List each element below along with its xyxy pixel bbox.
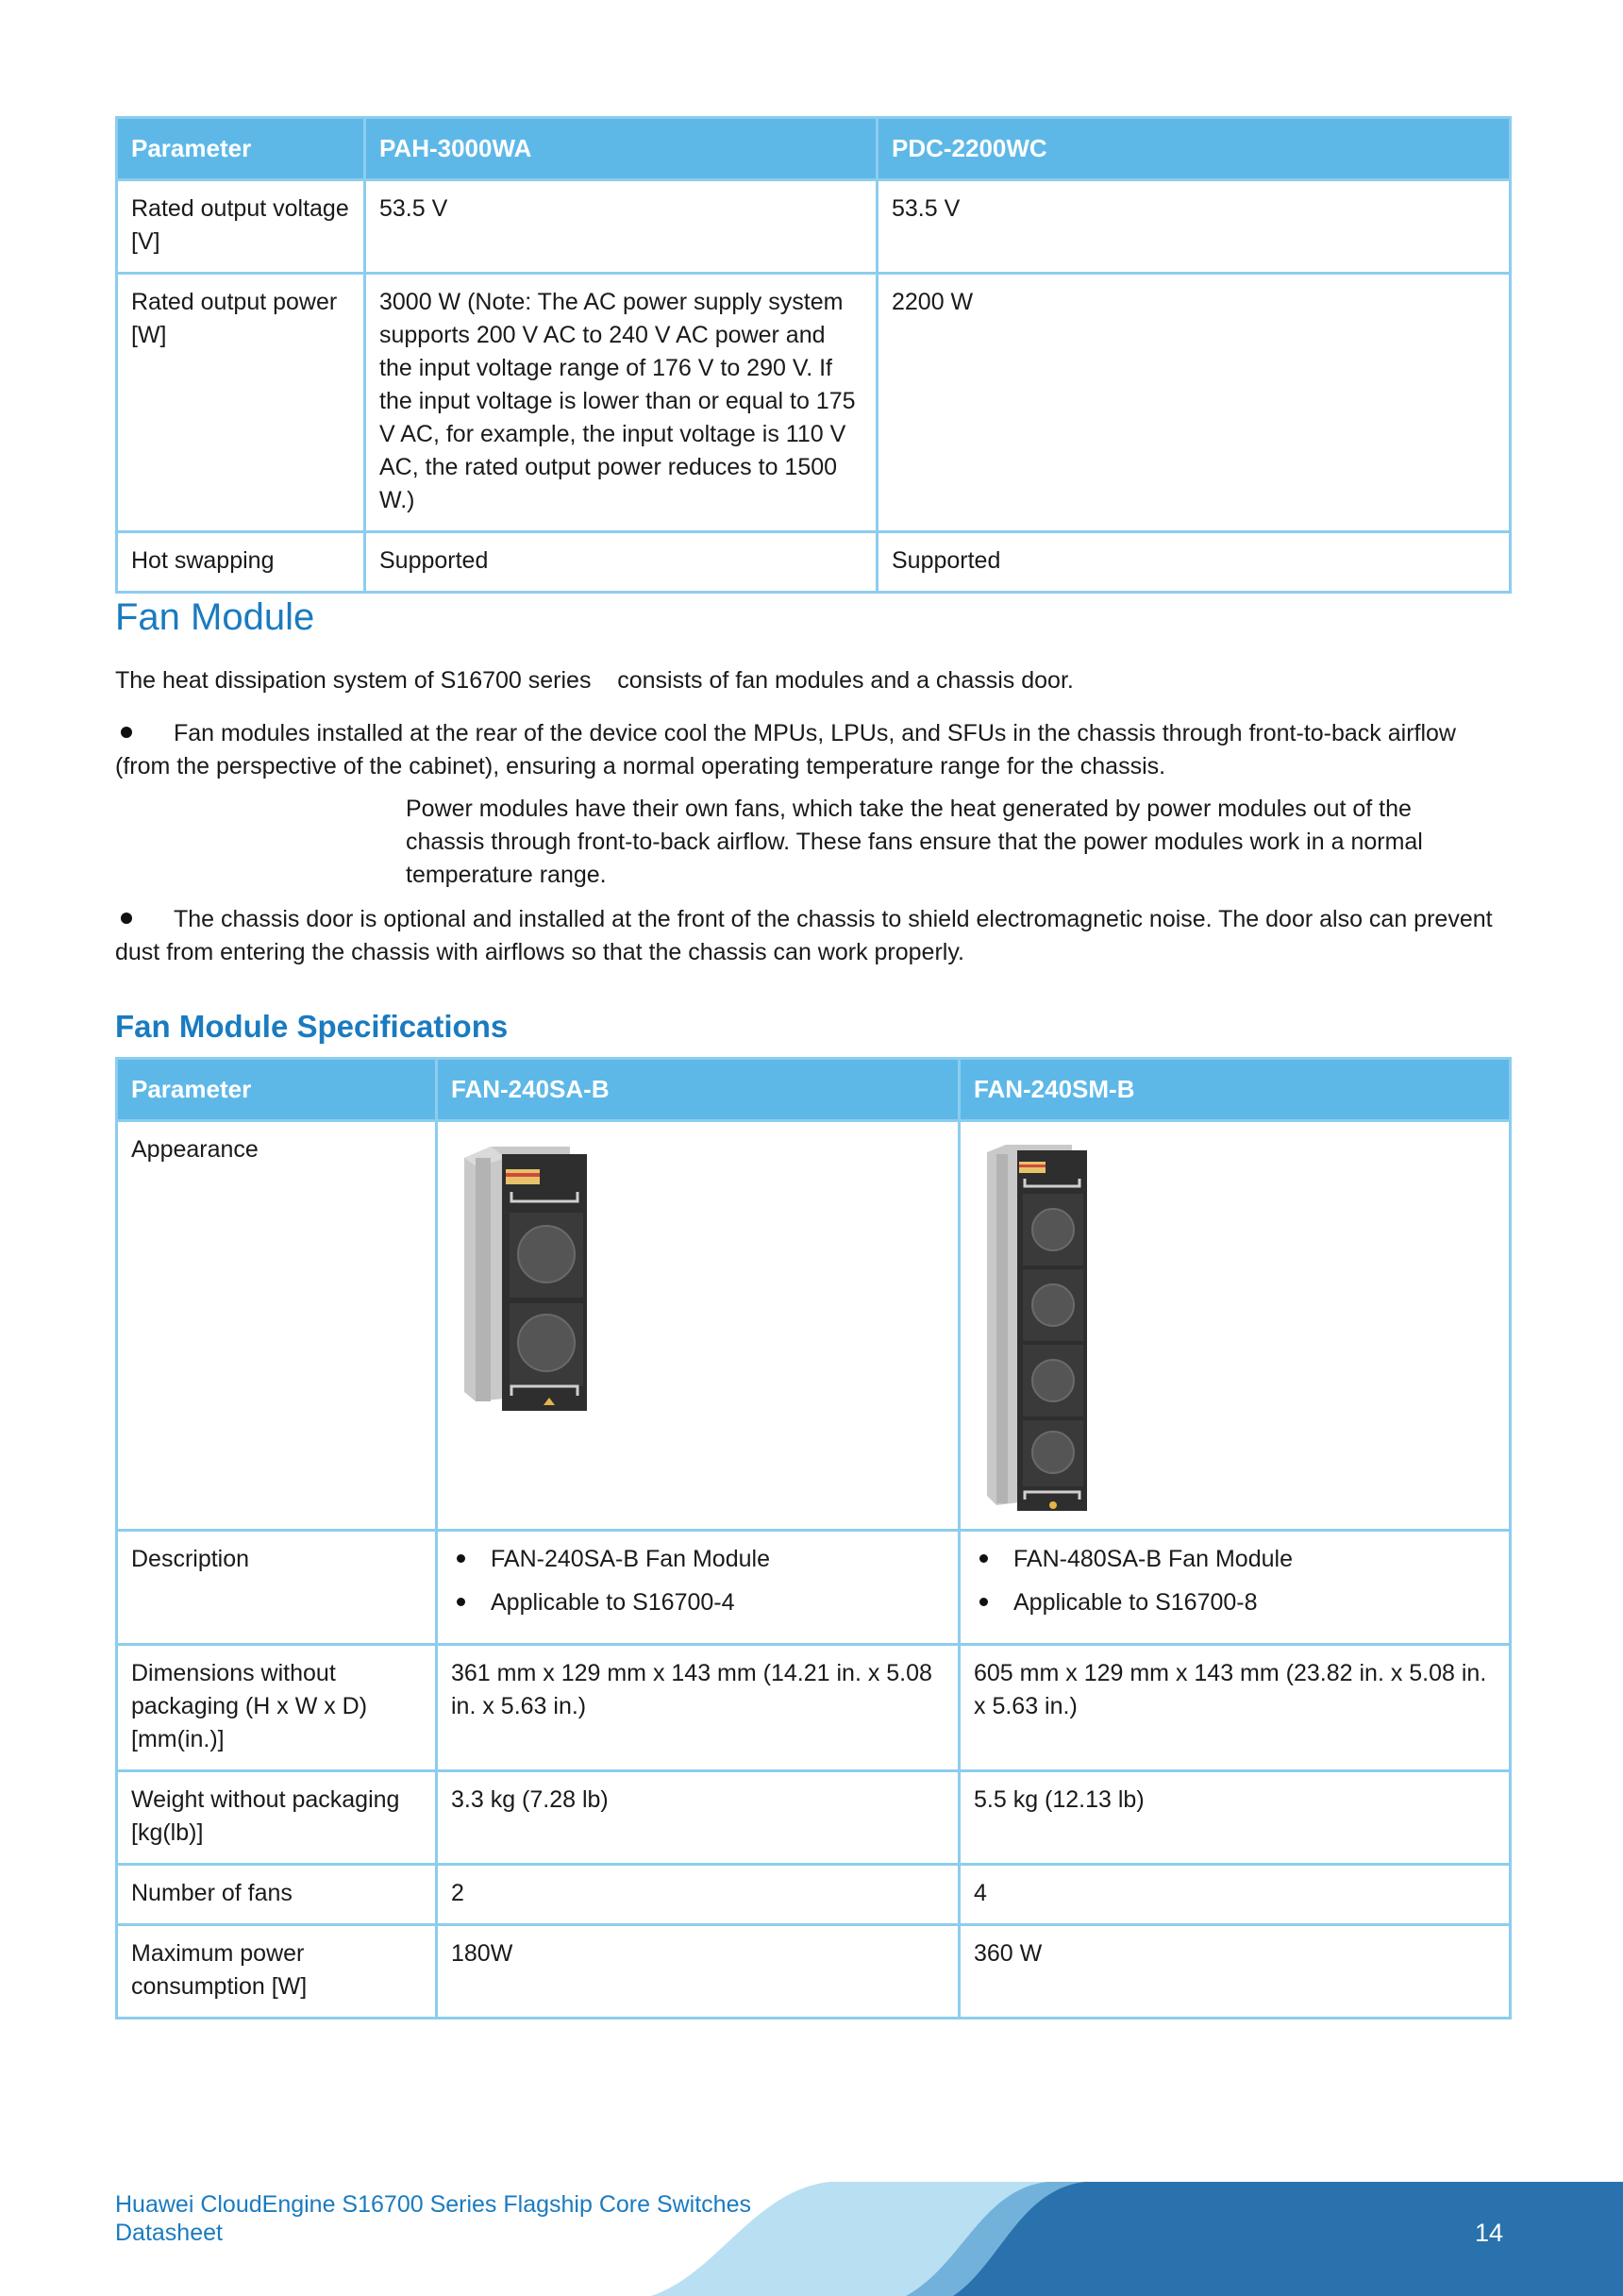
row-label: Rated output power [W]	[117, 274, 365, 532]
fan-module-2-fan-image	[457, 1137, 598, 1420]
cell-value: 2200 W	[878, 274, 1511, 532]
header-pah-3000wa: PAH-3000WA	[365, 118, 878, 180]
footer-title-line-2: Datasheet	[115, 2220, 223, 2246]
description-list	[974, 1543, 1496, 1619]
table-row	[117, 1771, 1511, 1865]
cell-value: 3000 W (Note: The AC power supply system supports 200 V AC to 240 V AC power and the input voltage range of 176 V to 290 V. If the input voltage is lower than or equal to 175 V AC, for example, the input voltage is 110 V AC, the rated output power reduces to 1500 W.)	[365, 274, 878, 532]
row-label: Hot swapping	[117, 532, 365, 593]
row-label: Number of fans	[117, 1865, 437, 1925]
table-row	[117, 1645, 1511, 1771]
header-fan-240sm-b: FAN-240SM-B	[960, 1059, 1511, 1121]
table-row	[117, 1925, 1511, 2019]
description-list	[451, 1543, 945, 1619]
row-label: Dimensions without packaging (H x W x D) [mm(in.)]	[117, 1645, 437, 1771]
table-row	[117, 274, 1511, 532]
cell-value: Supported	[878, 532, 1511, 593]
row-label: Appearance	[117, 1121, 437, 1531]
table-row	[117, 532, 1511, 593]
bullet-icon	[121, 913, 132, 924]
description-item	[451, 1543, 945, 1576]
table-row	[117, 1865, 1511, 1925]
bullet-item-chassis-door	[115, 903, 1512, 969]
table-header-row	[117, 1059, 1511, 1121]
appearance-cell	[437, 1121, 960, 1531]
description-text: Applicable to S16700-4	[491, 1589, 735, 1616]
bullet-icon	[457, 1598, 465, 1606]
cell-value: 605 mm x 129 mm x 143 mm (23.82 in. x 5.08 in. x 5.63 in.)	[960, 1645, 1511, 1771]
bullet-icon	[979, 1598, 988, 1606]
appearance-cell	[960, 1121, 1511, 1531]
footer-title-line-1: Huawei CloudEngine S16700 Series Flagship Core Switches	[115, 2191, 751, 2218]
header-parameter: Parameter	[117, 1059, 437, 1121]
bullet-icon	[457, 1554, 465, 1563]
header-pdc-2200wc: PDC-2200WC	[878, 118, 1511, 180]
bullet-icon	[121, 727, 132, 738]
description-item	[974, 1586, 1496, 1619]
description-text: Applicable to S16700-8	[1013, 1589, 1258, 1616]
cell-value: 53.5 V	[878, 180, 1511, 274]
cell-value: 180W	[437, 1925, 960, 2019]
row-label: Weight without packaging [kg(lb)]	[117, 1771, 437, 1865]
cell-value: 53.5 V	[365, 180, 878, 274]
fan-module-4-fan-image	[979, 1137, 1093, 1515]
table-header-row	[117, 118, 1511, 180]
description-text: FAN-240SA-B Fan Module	[491, 1546, 770, 1572]
bullet-text: Fan modules installed at the rear of the device cool the MPUs, LPUs, and SFUs in the chassis through front-to-back airflow (from the perspective of the cabinet), ensuring a normal operating temperature range for the chassis.	[115, 720, 1456, 779]
cell-value: Supported	[365, 532, 878, 593]
description-item	[451, 1586, 945, 1619]
cell-value: 360 W	[960, 1925, 1511, 2019]
table-row-appearance	[117, 1121, 1511, 1531]
bullet-text: The chassis door is optional and installed at the front of the chassis to shield electromagnetic noise. The door also can prevent dust from entering the chassis with airflows so that the chassis can work properly.	[115, 906, 1493, 965]
cell-value: 3.3 kg (7.28 lb)	[437, 1771, 960, 1865]
cell-value: 4	[960, 1865, 1511, 1925]
description-item	[974, 1543, 1496, 1576]
description-cell	[960, 1531, 1511, 1645]
section-title-fan-module: Fan Module	[115, 596, 315, 638]
footer-document-title	[115, 2190, 964, 2247]
table-row	[117, 180, 1511, 274]
description-cell	[437, 1531, 960, 1645]
row-label: Rated output voltage [V]	[117, 180, 365, 274]
header-parameter: Parameter	[117, 118, 365, 180]
cell-value: 2	[437, 1865, 960, 1925]
fan-module-intro: The heat dissipation system of S16700 series consists of fan modules and a chassis door.	[115, 667, 1074, 694]
table-row-description	[117, 1531, 1511, 1645]
page-number: 14	[1475, 2219, 1504, 2247]
cell-value: 5.5 kg (12.13 lb)	[960, 1771, 1511, 1865]
header-fan-240sa-b: FAN-240SA-B	[437, 1059, 960, 1121]
row-label: Description	[117, 1531, 437, 1645]
power-supply-spec-table	[115, 116, 1512, 594]
section-title-fan-module-specifications: Fan Module Specifications	[115, 1009, 509, 1044]
fan-module-spec-table	[115, 1057, 1512, 2019]
description-text: FAN-480SA-B Fan Module	[1013, 1546, 1293, 1572]
row-label: Maximum power consumption [W]	[117, 1925, 437, 2019]
bullet-item-fan-modules	[115, 717, 1512, 783]
cell-value: 361 mm x 129 mm x 143 mm (14.21 in. x 5.08 in. x 5.63 in.)	[437, 1645, 960, 1771]
bullet-icon	[979, 1554, 988, 1563]
power-modules-note: Power modules have their own fans, which take the heat generated by power modules out of the chassis through front-to-back airflow. These fans ensure that the power modules work in a normal temperature range.	[406, 796, 1423, 888]
